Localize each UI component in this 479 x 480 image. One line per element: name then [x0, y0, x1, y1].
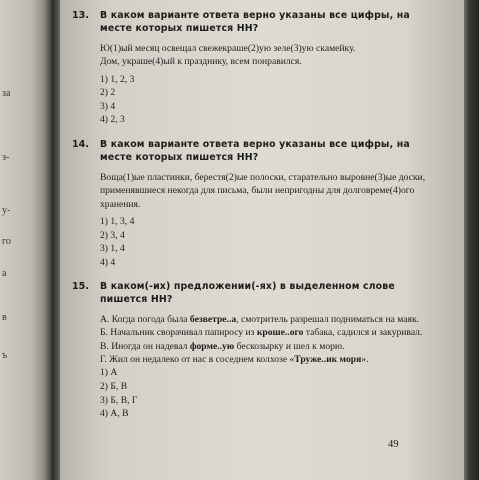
sentence-b [100, 326, 444, 339]
sentence-text: Г. Жил он недалеко от нас в соседнем колхозе « [100, 354, 295, 366]
answer-options [100, 215, 444, 269]
left-page-fragment: в [2, 312, 7, 323]
question-number: 14. [72, 139, 89, 150]
book-page [60, 0, 464, 480]
sentence-text: табака, садился и закуривал. [303, 327, 423, 339]
sentence-text: бескозырку и шел к морю. [234, 340, 345, 352]
answer-option: 4) 4 [100, 256, 116, 268]
highlighted-word: форме..ую [189, 340, 235, 352]
sentence-d [100, 353, 444, 366]
left-page-fragment: ъ [2, 350, 8, 361]
page-edge-shadow [462, 0, 479, 480]
question-13 [72, 9, 444, 127]
question-prompt: В каком варианте ответа верно указаны все цифры, на месте которых пишется НН? [100, 10, 410, 35]
sentence-text: ». [361, 354, 369, 366]
question-number: 15. [72, 281, 89, 292]
left-page-strip [0, 0, 52, 480]
answer-option: 3) 1, 4 [100, 243, 125, 255]
answer-option: 1) 1, 3, 4 [100, 216, 135, 228]
question-body [100, 171, 444, 211]
question-15 [72, 280, 444, 421]
answer-option: 1) А [100, 367, 118, 379]
question-number: 13. [72, 10, 89, 21]
answer-option: 2) 2 [100, 87, 116, 99]
sentence-a [100, 313, 444, 326]
body-line: Ю(1)ый месяц освещал свежекраше(2)ую зеле(3)ую скамейку. [100, 42, 356, 54]
answer-option: 3) Б, В, Г [100, 394, 138, 406]
body-line: Дом, украше(4)ый к празднику, всем понравился. [100, 56, 302, 68]
answer-option: 3) 4 [100, 100, 116, 112]
answer-option: 2) 3, 4 [100, 229, 125, 241]
left-page-fragment: з- [2, 152, 10, 163]
sentence-text: Б. Начальник сворачивал папиросу из [100, 327, 257, 339]
answer-option: 2) Б, В [100, 381, 128, 393]
question-prompt: В каком(-их) предложении(-ях) в выделенном слове пишется НН? [100, 281, 395, 306]
sentence-text: В. Иногда он надевал [100, 340, 190, 352]
answer-option: 4) А, В [100, 408, 129, 420]
left-page-fragment: го [2, 236, 11, 247]
page-number: 49 [388, 439, 399, 450]
highlighted-word: кроше..ого [256, 327, 304, 339]
question-prompt: В каком варианте ответа верно указаны все цифры, на месте которых пишется НН? [100, 139, 410, 164]
question-14 [72, 138, 444, 269]
answer-options [100, 73, 444, 127]
body-line: Воща(1)ые пластинки, берестя(2)ые полоски, старательно выровне(3)ые доски, применявшиеся некогда для письма, были непригодны для долговреме(4)ого хранения. [100, 171, 426, 210]
question-body [100, 42, 444, 69]
highlighted-word: Труже..ик моря [294, 354, 362, 366]
left-page-fragment: а [2, 268, 7, 279]
question-sentences [100, 313, 444, 367]
answer-option: 4) 2, 3 [100, 114, 125, 126]
sentence-text: А. Когда погода была [100, 313, 190, 325]
answer-options [100, 366, 444, 420]
sentence-c [100, 340, 444, 353]
highlighted-word: безветре..а [189, 313, 237, 325]
answer-option: 1) 1, 2, 3 [100, 73, 135, 85]
left-page-fragment: за [2, 88, 11, 99]
sentence-text: , смотритель разрешал подниматься на маяк. [236, 313, 420, 325]
left-page-fragment: у- [2, 205, 11, 216]
